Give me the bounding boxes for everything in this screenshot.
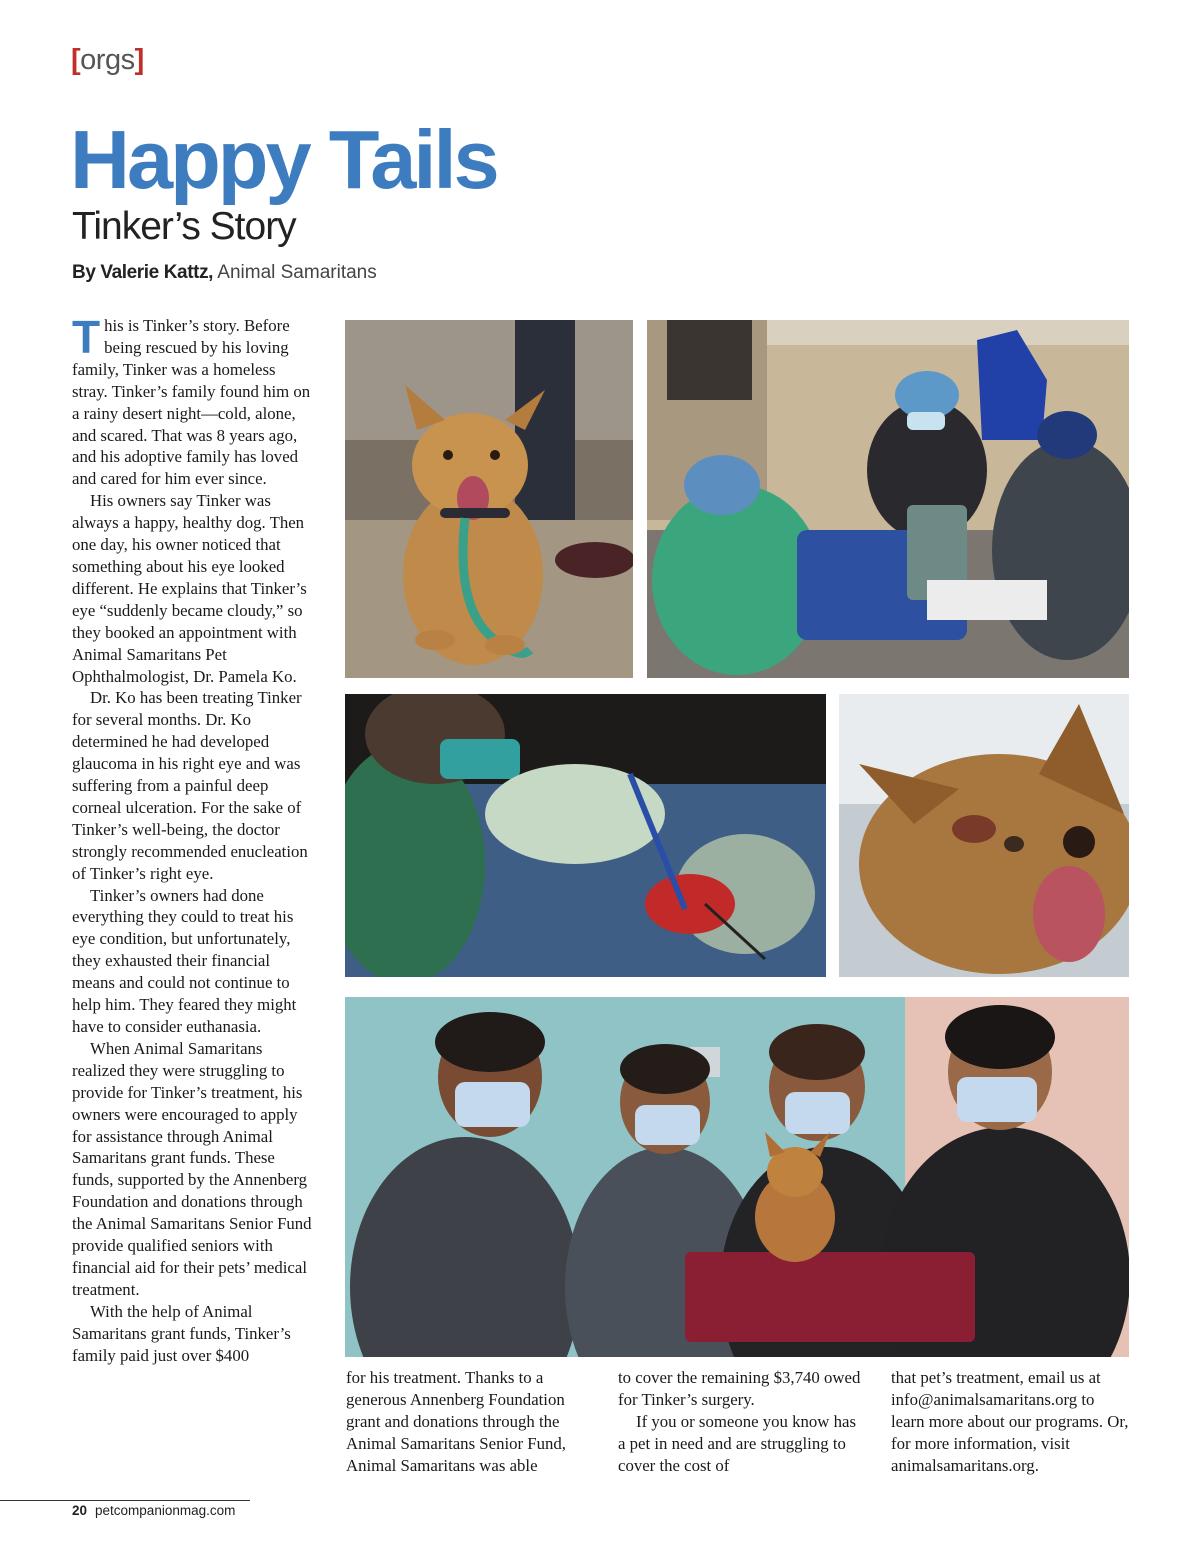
paragraph-1-text: his is Tinker’s story. Before being rescued by his loving family, Tinker was a homeless stray. Tinker’s family found him on a rainy desert night—cold, alone, and scared. That was 8 years ago, and his adoptive family has loved and cared for him ever since.	[72, 316, 311, 489]
drop-cap: T	[72, 311, 101, 363]
photo-surgery-team	[647, 320, 1129, 678]
photo-staff-with-tinker	[345, 997, 1129, 1357]
paragraph-7: for his treatment. Thanks to a generous Annenberg Foundation grant and donations through the Animal Samaritans Senior Fund, Animal Samaritans was able	[346, 1368, 566, 1475]
byline-org: Animal Samaritans	[217, 262, 377, 283]
article-column-1	[72, 311, 312, 1367]
article-column-4	[891, 1367, 1131, 1477]
paragraph-10: that pet’s treatment, email us at info@animalsamaritans.org to learn more about our programs. Or, for more information, visit animalsamaritans.org.	[891, 1368, 1129, 1475]
section-tag	[71, 44, 144, 77]
footer-site: petcompanionmag.com	[95, 1503, 236, 1518]
page-number: 20	[72, 1503, 88, 1518]
footer-rule	[0, 1500, 250, 1501]
paragraph-5: When Animal Samaritans realized they were struggling to provide for Tinker’s treatment, his owners were encouraged to apply for assistance through Animal Samaritans grant funds. These funds, supported by the Annenberg Foundation and donations through the Animal Samaritans Senior Fund provide qualified seniors with financial aid for their pets’ medical treatment.	[72, 1038, 312, 1299]
byline-author: By Valerie Kattz,	[72, 262, 214, 283]
byline	[72, 262, 377, 284]
article-column-2	[346, 1367, 592, 1477]
article-title: Happy Tails	[70, 113, 497, 206]
paragraph-3: Dr. Ko has been treating Tinker for several months. Dr. Ko determined he had developed glaucoma in his right eye and was suffering from a painful deep corneal ulceration. For the sake of Tinker’s well-being, the doctor strongly recommended enucleation of Tinker’s right eye.	[72, 688, 308, 883]
paragraph-4: Tinker’s owners had done everything they could to treat his eye condition, but unfortunately, they exhausted their financial means and could not continue to help him. They feared they might have to consider euthanasia.	[72, 885, 297, 1036]
section-label: orgs	[80, 44, 135, 76]
photo-surgery-closeup	[345, 694, 826, 977]
page-footer	[72, 1503, 235, 1518]
paragraph-6: With the help of Animal Samaritans grant funds, Tinker’s family paid just over $400	[72, 1301, 291, 1365]
bracket-close: ]	[134, 44, 144, 76]
article-column-3	[618, 1367, 864, 1477]
article-subtitle: Tinker’s Story	[72, 205, 296, 248]
paragraph-2: His owners say Tinker was always a happy, healthy dog. Then one day, his owner noticed that something about his eye looked different. He explains that Tinker’s eye “suddenly became cloudy,” so they booked an appointment with Animal Samaritans Pet Ophthalmologist, Dr. Pamela Ko.	[72, 491, 307, 686]
photo-tinker-sitting	[345, 320, 633, 678]
paragraph-9: If you or someone you know has a pet in need and are struggling to cover the cost of	[618, 1411, 856, 1475]
photo-tinker-recovery	[839, 694, 1129, 977]
paragraph-1	[72, 311, 312, 490]
paragraph-8: to cover the remaining $3,740 owed for Tinker’s surgery.	[618, 1368, 861, 1409]
bracket-open: [	[71, 44, 81, 76]
